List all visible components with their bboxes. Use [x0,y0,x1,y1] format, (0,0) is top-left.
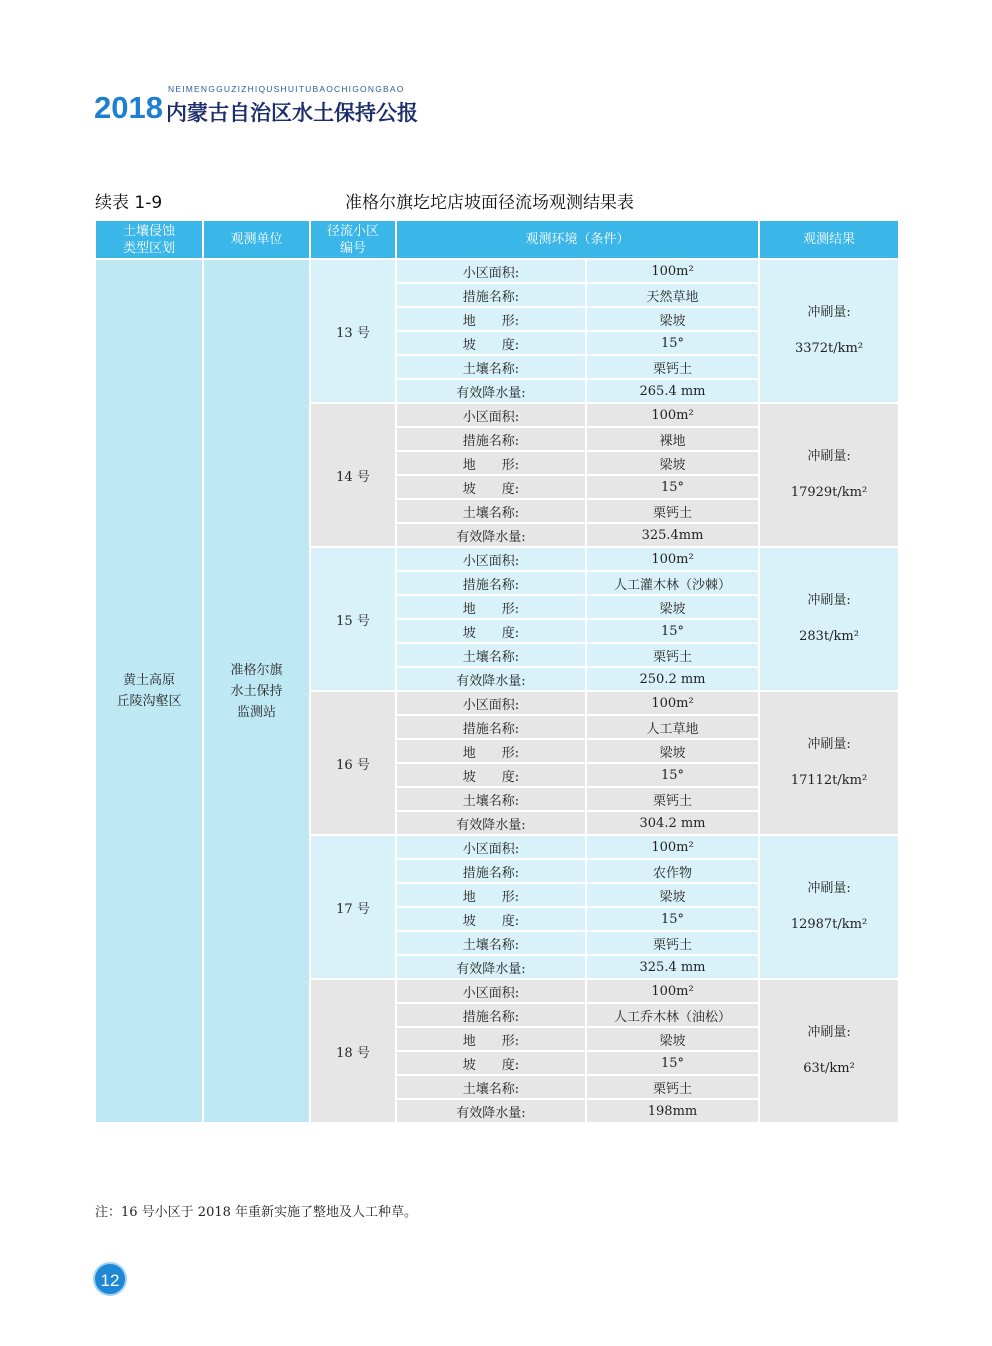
env-value-cell: 栗钙土 [586,787,759,811]
env-value-cell: 15° [586,763,759,787]
env-value-cell: 100m² [586,835,759,859]
env-label-cell: 土壤名称: [396,931,586,955]
env-label-cell: 坡 度: [396,475,586,499]
unit-cell: 准格尔旗 水土保持 监测站 [203,259,310,1123]
env-label-cell: 土壤名称: [396,355,586,379]
env-value-cell: 100m² [586,403,759,427]
plot-id-cell: 14 号 [310,403,396,547]
result-value: 283t/km² [799,629,859,644]
env-label-cell: 土壤名称: [396,499,586,523]
env-value-cell: 15° [586,475,759,499]
page-number: 12 [93,1262,127,1296]
result-cell [759,979,899,1123]
result-value: 12987t/km² [790,917,868,932]
env-value-cell: 250.2 mm [586,667,759,691]
header-plot-id: 径流小区 编号 [310,220,396,259]
env-value-cell: 梁坡 [586,739,759,763]
env-value-cell: 裸地 [586,427,759,451]
env-label-cell: 有效降水量: [396,523,586,547]
table-header-row [95,220,899,259]
env-value-cell: 天然草地 [586,283,759,307]
result-cell [759,691,899,835]
table-label: 续表 1-9 [95,193,163,213]
header-title: 内蒙古自治区水土保持公报 [166,101,418,125]
table-title: 准格尔旗圪坨店坡面径流场观测结果表 [345,193,634,213]
result-label: 冲刷量: [807,881,851,896]
env-value-cell: 15° [586,619,759,643]
env-value-cell: 100m² [586,691,759,715]
env-value-cell: 198mm [586,1099,759,1123]
env-value-cell: 325.4mm [586,523,759,547]
env-value-cell: 15° [586,1051,759,1075]
env-value-cell: 梁坡 [586,307,759,331]
env-label-cell: 小区面积: [396,259,586,283]
env-value-cell: 栗钙土 [586,643,759,667]
result-value: 63t/km² [803,1061,855,1076]
observation-table [94,219,900,1124]
env-label-cell: 地 形: [396,1027,586,1051]
env-label-cell: 土壤名称: [396,1075,586,1099]
env-label-cell: 坡 度: [396,1051,586,1075]
env-label-cell: 小区面积: [396,691,586,715]
table-row [95,259,899,283]
result-cell [759,835,899,979]
env-label-cell: 地 形: [396,883,586,907]
env-label-cell: 措施名称: [396,283,586,307]
env-value-cell: 梁坡 [586,451,759,475]
env-value-cell: 15° [586,331,759,355]
env-value-cell: 栗钙土 [586,355,759,379]
result-cell [759,547,899,691]
env-label-cell: 小区面积: [396,403,586,427]
env-value-cell: 人工草地 [586,715,759,739]
env-value-cell: 人工乔木林（油松） [586,1003,759,1027]
result-value: 17112t/km² [790,773,868,788]
result-label: 冲刷量: [807,305,851,320]
header-year: 2018 [94,90,163,125]
env-label-cell: 地 形: [396,595,586,619]
result-value: 17929t/km² [790,485,868,500]
result-cell [759,259,899,403]
env-label-cell: 措施名称: [396,715,586,739]
env-value-cell: 100m² [586,259,759,283]
env-value-cell: 人工灌木林（沙棘） [586,571,759,595]
env-value-cell: 100m² [586,979,759,1003]
env-label-cell: 土壤名称: [396,787,586,811]
env-label-cell: 地 形: [396,307,586,331]
env-value-cell: 梁坡 [586,1027,759,1051]
env-label-cell: 小区面积: [396,835,586,859]
env-label-cell: 坡 度: [396,763,586,787]
plot-id-cell: 16 号 [310,691,396,835]
header-region: 土壤侵蚀 类型区划 [95,220,203,259]
env-value-cell: 栗钙土 [586,931,759,955]
plot-id-cell: 17 号 [310,835,396,979]
header-result: 观测结果 [759,220,899,259]
result-label: 冲刷量: [807,737,851,752]
env-label-cell: 坡 度: [396,907,586,931]
plot-id-cell: 13 号 [310,259,396,403]
env-label-cell: 措施名称: [396,571,586,595]
env-value-cell: 325.4 mm [586,955,759,979]
header-unit: 观测单位 [203,220,310,259]
env-label-cell: 小区面积: [396,979,586,1003]
env-label-cell: 措施名称: [396,427,586,451]
env-value-cell: 栗钙土 [586,1075,759,1099]
env-label-cell: 有效降水量: [396,379,586,403]
env-label-cell: 坡 度: [396,619,586,643]
env-label-cell: 地 形: [396,451,586,475]
result-value: 3372t/km² [794,341,864,356]
env-label-cell: 有效降水量: [396,955,586,979]
env-label-cell: 有效降水量: [396,811,586,835]
env-label-cell: 措施名称: [396,1003,586,1027]
env-value-cell: 农作物 [586,859,759,883]
env-label-cell: 土壤名称: [396,643,586,667]
plot-id-cell: 18 号 [310,979,396,1123]
env-label-cell: 有效降水量: [396,1099,586,1123]
env-label-cell: 坡 度: [396,331,586,355]
env-value-cell: 梁坡 [586,883,759,907]
result-cell [759,403,899,547]
env-value-cell: 100m² [586,547,759,571]
env-value-cell: 15° [586,907,759,931]
region-cell: 黄土高原 丘陵沟壑区 [95,259,203,1123]
result-label: 冲刷量: [807,1025,851,1040]
result-label: 冲刷量: [807,593,851,608]
result-label: 冲刷量: [807,449,851,464]
header-environment: 观测环境（条件） [396,220,759,259]
env-label-cell: 地 形: [396,739,586,763]
env-value-cell: 栗钙土 [586,499,759,523]
plot-id-cell: 15 号 [310,547,396,691]
table-note: 注：16 号小区于 2018 年重新实施了整地及人工种草。 [95,1205,418,1220]
env-value-cell: 265.4 mm [586,379,759,403]
env-label-cell: 小区面积: [396,547,586,571]
header-subtitle: NEIMENGGUZIZHIQUSHUITUBAOCHIGONGBAO [168,84,405,94]
env-value-cell: 梁坡 [586,595,759,619]
env-label-cell: 有效降水量: [396,667,586,691]
env-value-cell: 304.2 mm [586,811,759,835]
env-label-cell: 措施名称: [396,859,586,883]
